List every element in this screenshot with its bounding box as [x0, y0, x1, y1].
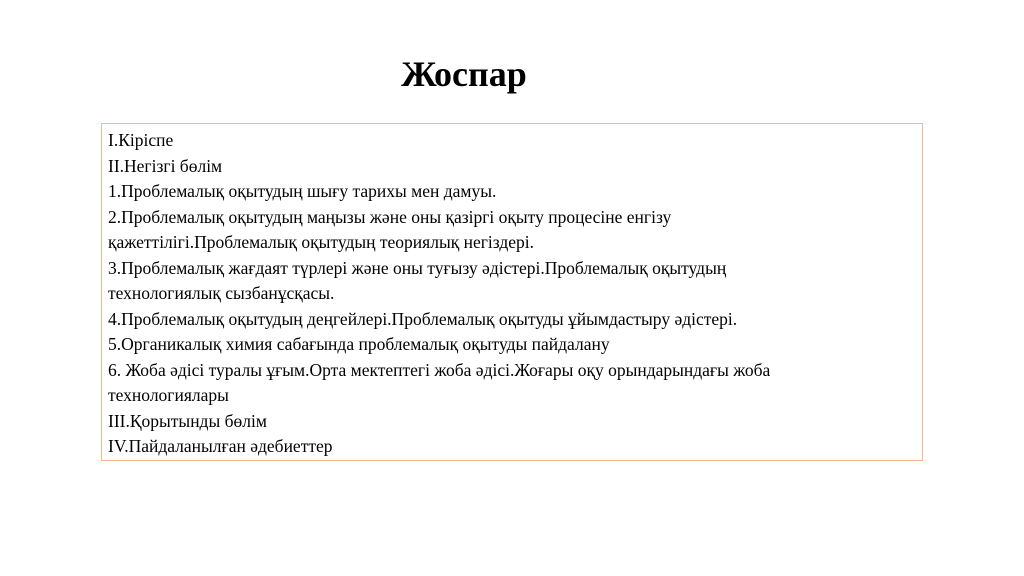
slide-title: Жоспар: [401, 54, 527, 94]
plan-line: технологиялары: [108, 385, 229, 405]
plan-line: технологиялық сызбанұсқасы.: [108, 283, 335, 303]
plan-content-box: [101, 123, 923, 461]
plan-line: 3.Проблемалық жағдаят түрлері және оны туғызу әдістері.Проблемалық оқытудың: [108, 257, 727, 278]
plan-list: [108, 128, 922, 460]
plan-line: III.Қорытынды бөлім: [108, 410, 267, 431]
plan-line: 5.Органикалық химия сабағында проблемалық оқытуды пайдалану: [108, 334, 610, 354]
plan-line: II.Негізгі бөлім: [108, 155, 223, 176]
plan-line: 2.Проблемалық оқытудың маңызы және оны қазіргі оқыту процесіне енгізу: [108, 206, 672, 227]
plan-line: 4.Проблемалық оқытудың деңгейлері.Проблемалық оқытуды ұйымдастыру әдістері.: [108, 308, 738, 329]
plan-line: 1.Проблемалық оқытудың шығу тарихы мен дамуы.: [108, 181, 497, 201]
plan-line: I.Кіріспе: [108, 130, 174, 150]
plan-line: IV.Пайдаланылған әдебиеттер: [108, 436, 333, 456]
plan-line: 6. Жоба әдісі туралы ұғым.Орта мектептегі жоба әдісі.Жоғары оқу орындарындағы жоба: [108, 359, 771, 380]
plan-line: қажеттілігі.Проблемалық оқытудың теориялық негіздері.: [108, 232, 535, 252]
